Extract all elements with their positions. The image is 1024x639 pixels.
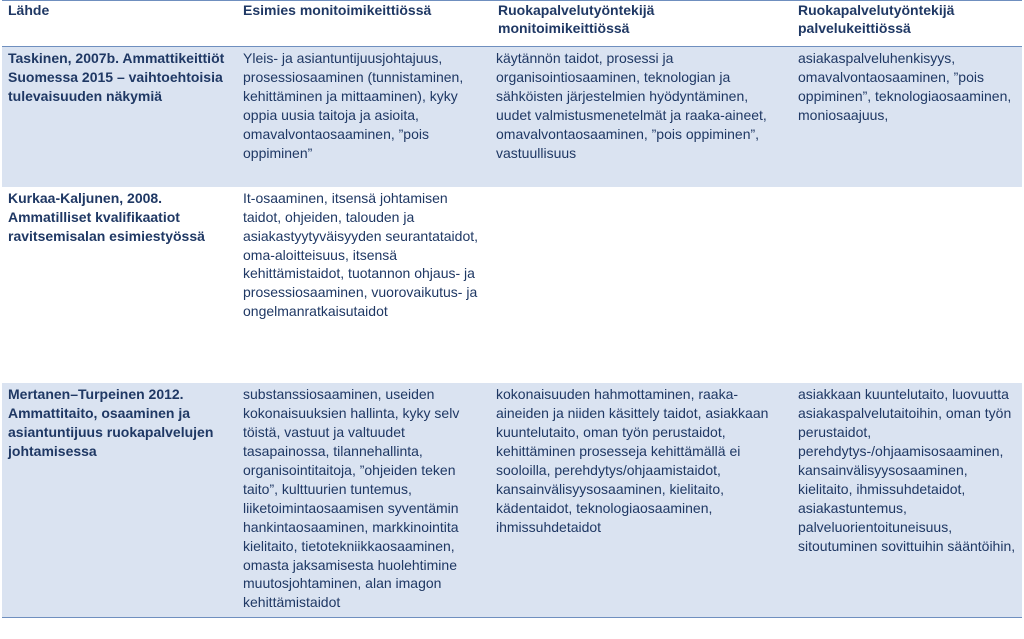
cell-manager [237,383,490,618]
manager-line: muutosjohtaminen, alan imagon [243,575,442,592]
table-row [2,187,1022,384]
cell-worker-service [792,187,1022,384]
manager-line: organisointitaitoja, ”ohjeiden teken [243,462,456,478]
manager-line: omasta jaksamisesta huolehtimine [243,556,457,573]
manager-line: taito”, kulttuurien tuntemus, [243,480,412,497]
table-row [2,383,1022,618]
header-worker-multi: Ruokapalvelutyöntekijä monitoimikeittiössä [498,2,655,36]
cell-worker-service: asiakaspalveluhenkisyys, omavalvontaosaaminen, ”pois oppiminen”, teknologiaosaaminen, moniosaajuus, [798,50,1012,123]
cell-manager: Yleis- ja asiantuntijuusjohtajuus, prosessiosaaminen (tunnistaminen, kehittäminen ja mittaaminen), kyky oppia uusia taitoja ja asioita, omavalvontaosaaminen, ”pois oppiminen” [243,50,464,161]
table-row [2,47,1022,187]
header-worker-service: Ruokapalvelutyöntekijä palvelukeittiössä [798,2,955,36]
cell-manager: It-osaaminen, itsensä johtamisen taidot, ohjeiden, talouden ja asiakastyytyväisyyden seurantataidot, oma-aloitteisuus, itsensä kehittämistaidot, tuotannon ohjaus- ja prosessiosaaminen, vuorovaikutus- ja ongelmanratkaisutaidot [243,189,479,320]
cell-worker-multi: käytännön taidot, prosessi ja organisointiosaaminen, teknologian ja sähköisten järjestelmien hyödyntäminen, uudet valmistusmenetelmät ja raaka-aineet, omavalvontaosaaminen, ”pois oppiminen”, vastuullisuus [496,50,767,161]
cell-worker-service: asiakkaan kuuntelutaito, luovuutta asiakaspalvelutaitoihin, oman työn perustaidot, perehdytys-/ohjaamisosaaminen, kansainvälisyysosaaminen, kielitaito, ihmissuhdetaidot, asiakastuntemus, palveluorientoituneisuus, sitoutuminen sovittuihin sääntöihin, [798,386,1016,554]
competence-table [2,0,1022,618]
header-manager: Esimies monitoimikeittiössä [243,2,432,18]
table-header-row [2,1,1022,47]
manager-line: kielitaito, tietotekniikkaosaaminen, [243,537,455,554]
manager-line: töistä, vastuut ja valtuudet [243,424,405,441]
header-source: Lähde [8,2,50,18]
cell-worker-multi: kokonaisuuden hahmottaminen, raaka-aineiden ja niiden käsittely taidot, asiakkaan kuuntelutaito, oman työn perustaidot, kehittäminen prosesseja kehittämällä ei sooloilla, perehdytys/ohjaamistaidot, kansainvälisyysosaaminen, kielitaito, kädentaidot, teknologiaosaaminen, ihmissuhdetaidot [496,386,769,535]
table-bottom-rule [2,617,1022,618]
manager-line: kokonaisuuksien hallinta, kyky selv [243,405,460,422]
cell-worker-multi [490,187,792,384]
manager-line: kehittämistaidot [243,594,341,611]
manager-line: tasapainossa, tilannehallinta, [243,443,423,460]
cell-source: Mertanen–Turpeinen 2012. Ammattitaito, osaaminen ja asiantuntijuus ruokapalvelujen johtamisessa [8,386,214,460]
manager-line: hankintaosaaminen, markkinointita [243,518,459,535]
cell-source: Taskinen, 2007b. Ammattikeittiöt Suomessa 2015 – vaihtoehtoisia tulevaisuuden näkymiä [8,50,225,104]
manager-line: liiketoimintaosaamisen syventämin [243,499,459,516]
manager-line: substanssiosaaminen, useiden [243,386,435,403]
cell-source: Kurkaa-Kaljunen, 2008. Ammatilliset kvalifikaatiot ravitsemisalan esimiestyössä [8,189,205,244]
